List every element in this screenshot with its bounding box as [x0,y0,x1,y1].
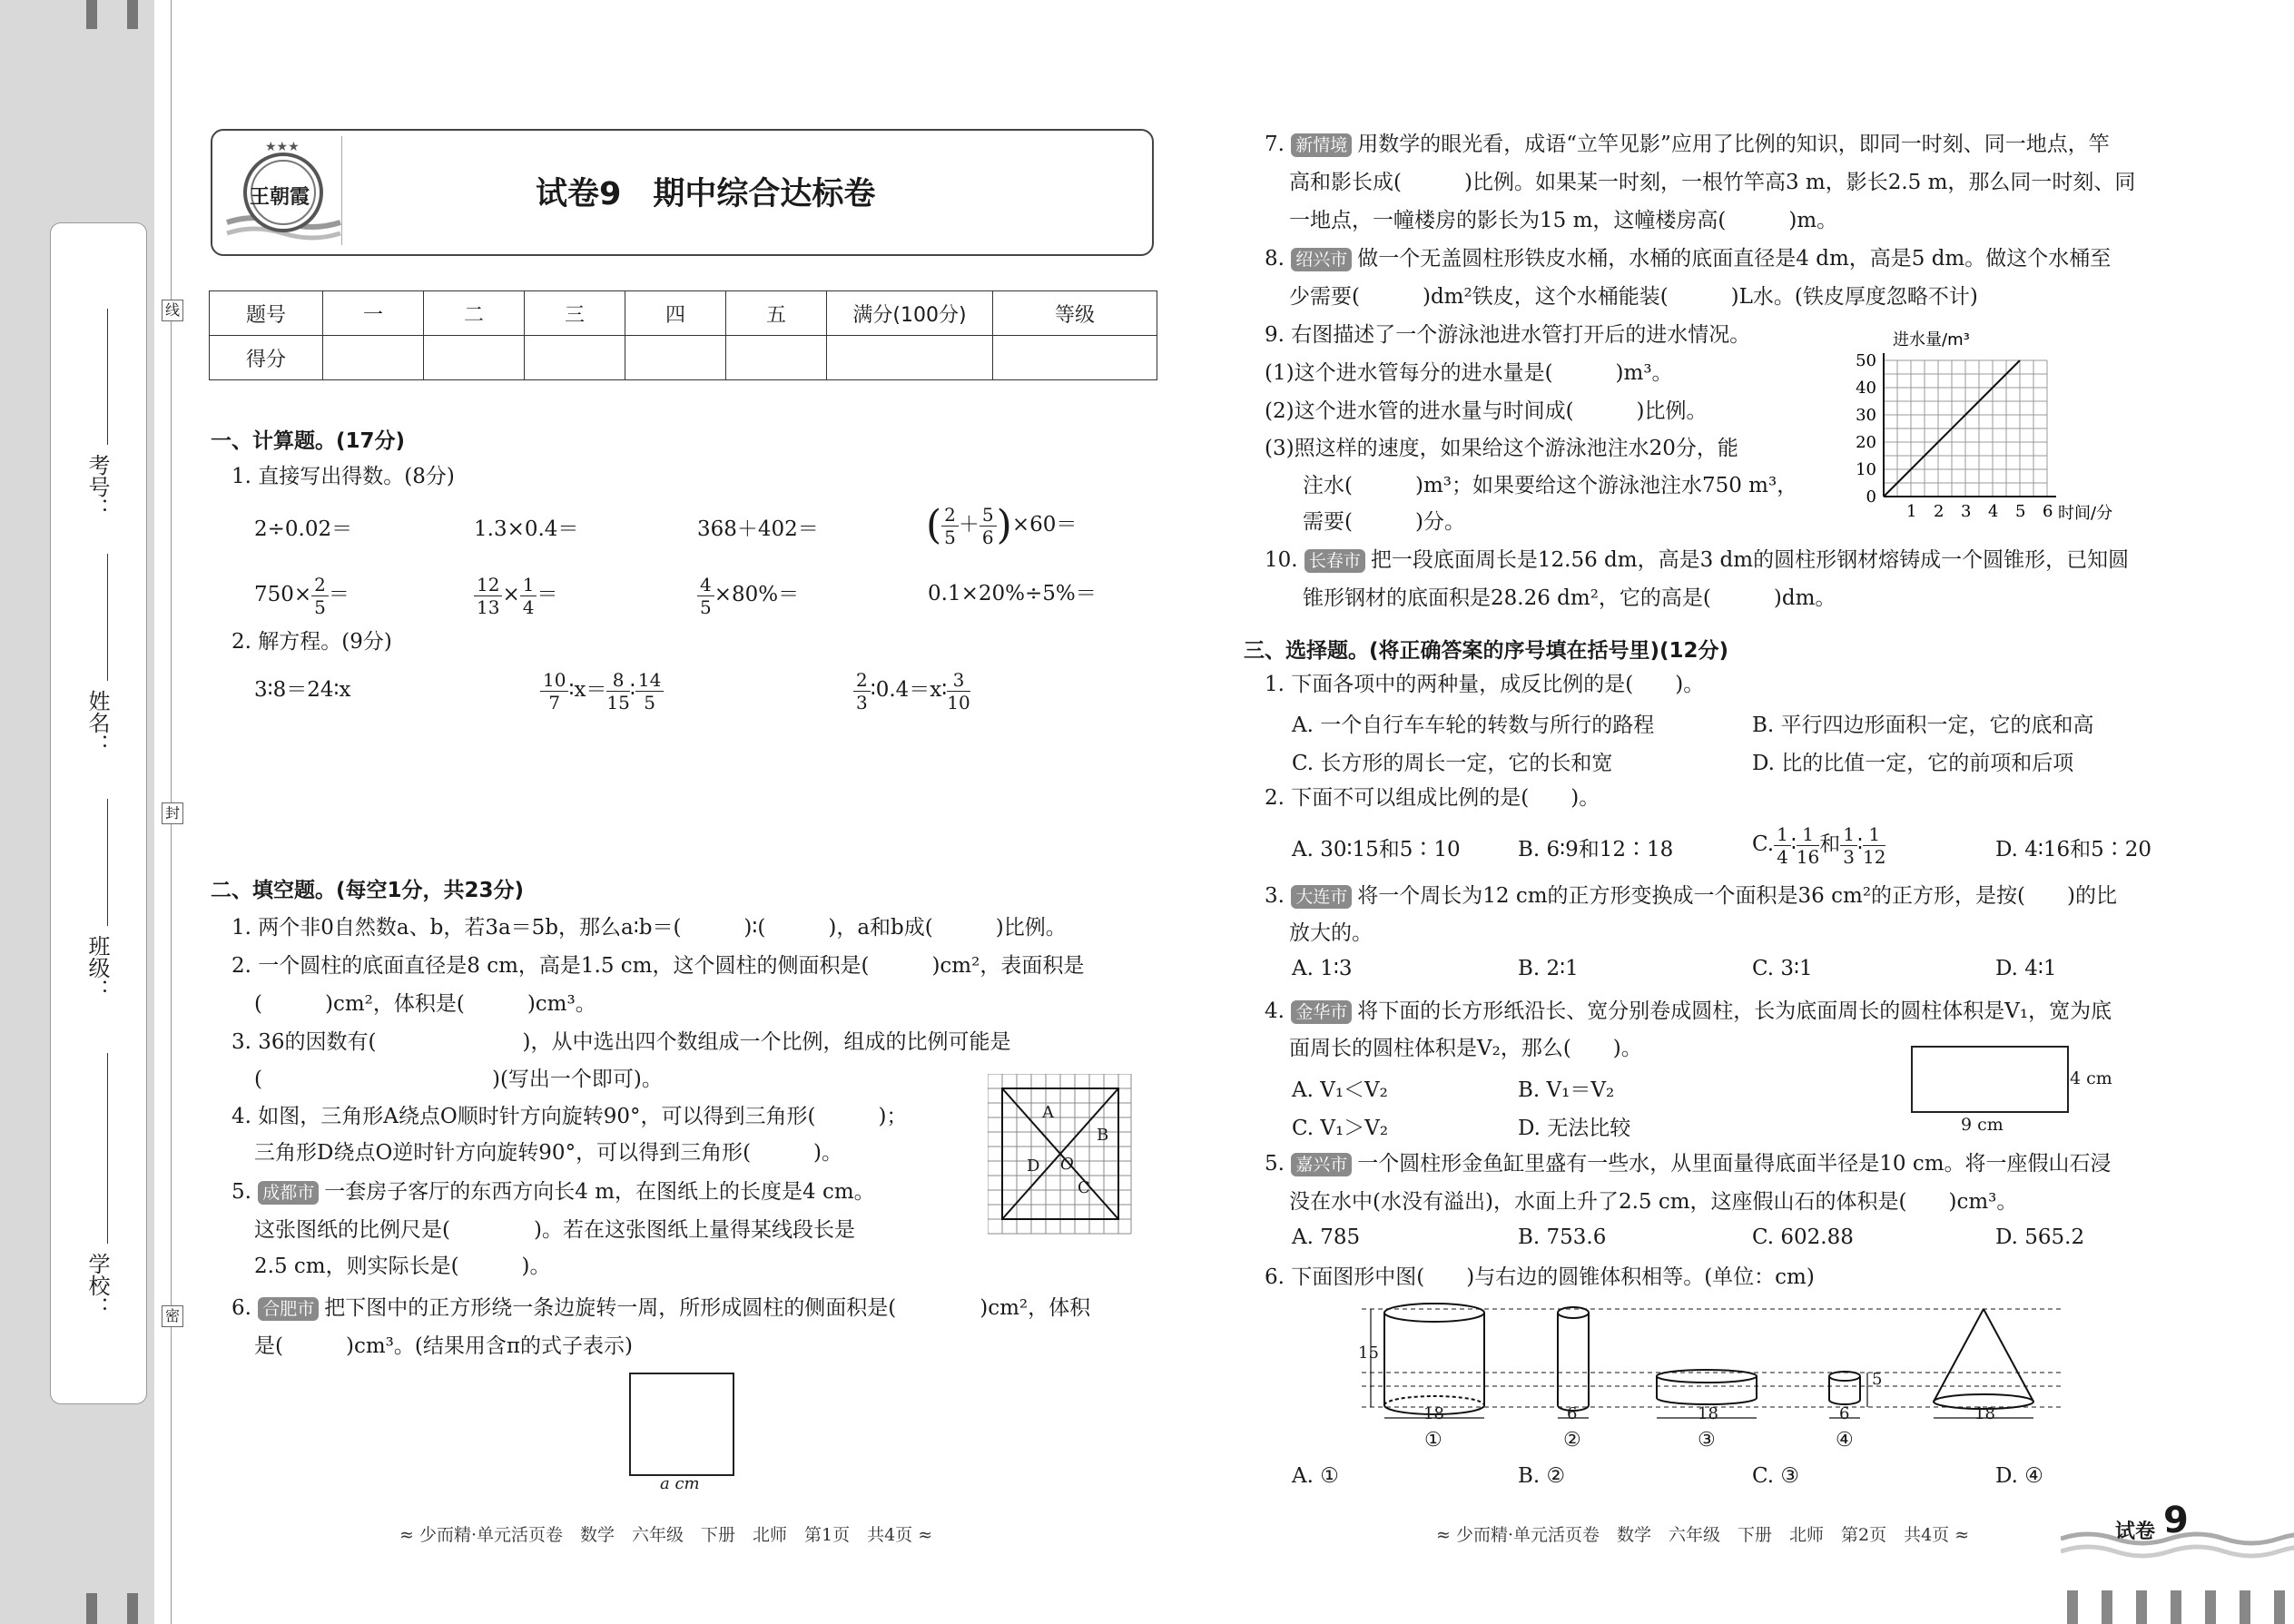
choice-option: C. 3∶1 [1752,957,1813,980]
choice-option: B. 平行四边形面积一定，它的底和高 [1752,714,2094,737]
dim-label: 18 [1974,1404,1995,1423]
dim-label: 6 [1839,1404,1850,1423]
r-q4: 4. 金华市 将下面的长方形纸沿长、宽分别卷成圆柱，长为底面周长的圆柱体积是V₁，宽为底 [1265,999,2112,1023]
score-cell[interactable] [726,336,827,380]
binding-bar [86,1593,97,1624]
binding-panel [50,222,147,1404]
chart-y-tick: 50 [1856,351,1876,370]
section-2-title: 二、填空题。(每空1分，共23分) [211,879,525,902]
s1-calc: 750× $\frac{2}{5}$ ＝ [254,573,350,618]
score-header: 二 [424,291,525,336]
r-line: 面周长的圆柱体积是V₂，那么( )。 [1289,1037,1642,1060]
chart-x-tick: 1 [1906,502,1917,521]
chart-y-tick: 10 [1856,460,1876,479]
dim-label: 5 [1872,1370,1883,1389]
logo-text: 王朝霞 [250,185,310,209]
r-line: (2)这个进水管的进水量与时间成( )比例。 [1265,399,1708,423]
section-1-title: 一、计算题。(17分) [211,429,406,453]
region-tag: 金华市 [1291,1000,1352,1024]
exam-no-line [107,309,108,445]
region-tag: 新情境 [1291,133,1352,157]
region-tag: 成都市 [258,1181,319,1205]
rect-width-label: 9 cm [1961,1115,2004,1135]
page-title: 试卷9 期中综合达标卷 [536,176,876,212]
dim-label: 6 [1567,1404,1578,1423]
choice-option: D. 4∶16和5∶20 [1995,838,2152,861]
r-line: 没在水中(水没有溢出)，水面上升了2.5 cm，这座假山石的体积是( )cm³。 [1289,1190,2018,1214]
s2-line: 三角形D绕点O逆时针方向旋转90°，可以得到三角形( )。 [254,1141,843,1165]
score-header: 三 [525,291,625,336]
chart-x-tick: 4 [1988,502,1999,521]
score-table [209,290,1157,380]
r-q8: 8. 绍兴市 做一个无盖圆柱形铁皮水桶，水桶的底面直径是4 dm，高是5 dm。做这个水桶至 [1265,247,2112,271]
chart-y-tick: 20 [1856,433,1876,452]
region-tag: 绍兴市 [1291,248,1352,271]
choice-option: A. 30∶15和5∶10 [1292,838,1461,861]
name-label: 姓名： [84,690,110,755]
r-q5: 5. 嘉兴市 一个圆柱形金鱼缸里盛有一些水，从里面量得底面半径是10 cm。将一座假山石浸 [1265,1152,2112,1176]
choice-option: B. 6∶9和12∶18 [1518,838,1674,861]
binding-bar [127,1593,138,1624]
score-cell[interactable] [827,336,993,380]
s1-equation: $\frac{10}{7}$ ∶x＝ $\frac{8}{15}$ ∶ $\frac{14}{5}$ [540,663,664,717]
choice-option: C. 602.88 [1752,1225,1854,1249]
score-header: 四 [625,291,726,336]
choice-option: D. ④ [1995,1464,2043,1488]
region-tag: 合肥市 [258,1297,319,1321]
r-line: 注水( )m³；如果要给这个游泳池注水750 m³， [1303,474,1798,497]
choice-option: D. 无法比较 [1518,1117,1631,1140]
s1-q1: 1. 直接写出得数。(8分) [231,465,455,488]
r-line: 少需要( )dm²铁皮，这个水桶能装( )L水。(铁皮厚度忽略不计) [1289,285,1978,309]
s2-line: 是( )cm³。(结果用含π的式子表示) [254,1334,633,1358]
r-line: 锥形钢材的底面积是28.26 dm²，它的高是( )dm。 [1303,586,1836,610]
chart-x-tick: 3 [1961,502,1972,521]
seal-mark: 密 [162,1305,183,1327]
corner-bars [2067,1590,2294,1624]
fraction: $\frac{5}{6}$ [980,504,997,548]
s2-line: 2.5 cm，则实际长是( )。 [254,1255,551,1278]
r-line: 需要( )分。 [1303,510,1465,534]
chart-x-tick: 5 [2015,502,2026,521]
s1-calc: $\frac{4}{5}$ ×80%＝ [697,567,799,622]
chart-y-tick: 30 [1856,406,1876,425]
score-cell[interactable] [424,336,525,380]
class-line [107,799,108,926]
fraction: $\frac{1}{4}$ [520,574,537,618]
exam-no-label: 考号： [84,454,110,519]
paren: ) [996,502,1012,548]
figure-number: ④ [1836,1429,1854,1452]
square-figure [629,1373,734,1476]
chart-y-tick: 40 [1856,379,1876,398]
fraction: $\frac{8}{15}$ [606,668,630,714]
grid-label: B [1097,1126,1109,1145]
s1-calc: 0.1×20%÷5%＝ [928,582,1097,605]
chart-x-tick: 2 [1934,502,1944,521]
grid-label: O [1060,1155,1074,1174]
school-label: 学校： [84,1253,110,1318]
choice-option: A. 1∶3 [1292,957,1353,980]
fraction: $\frac{10}{7}$ [540,669,568,714]
dim-label: 15 [1358,1343,1379,1363]
badge-number: 9 [2163,1500,2189,1541]
school-line [107,1053,108,1244]
choice-option: B. ② [1518,1464,1566,1488]
r-line: 高和影长成( )比例。如果某一时刻，一根竹竿高3 m，影长2.5 m，那么同一时刻、同 [1289,171,2136,194]
choice-option: A. V₁＜V₂ [1292,1078,1388,1102]
choice-option: C. $\frac{1}{4}$ ∶ $\frac{1}{16}$ 和 $\frac{1}{3}$ ∶ $\frac{1}{12}$ [1752,822,1886,868]
s1-calc: 1.3×0.4＝ [474,517,579,541]
r-q10: 10. 长春市 把一段底面周长是12.56 dm，高是3 dm的圆柱形钢材熔铸成一个圆锥形，已知圆 [1265,548,2130,572]
chart-y-label: 进水量/m³ [1893,330,1970,349]
choice-option: C. ③ [1752,1464,1800,1488]
r-line: 9. 右图描述了一个游泳池进水管打开后的进水情况。 [1265,323,1751,347]
fraction: $\frac{3}{10}$ [947,668,970,714]
fraction: $\frac{1}{16}$ [1796,822,1820,868]
seal-mark: 封 [162,802,183,824]
score-header: 满分(100分) [827,291,993,336]
r-q3: 3. 大连市 将一个周长为12 cm的正方形变换成一个面积是36 cm²的正方形，是按( )的比 [1265,884,2117,908]
r-q7: 7. 新情境 用数学的眼光看，成语“立竿见影”应用了比例的知识，即同一时刻、同一地点，竿 [1265,133,2110,156]
region-tag: 长春市 [1305,549,1365,573]
paper-rectangle [1911,1046,2069,1113]
choice-option: A. 一个自行车车轮的转数与所行的路程 [1292,714,1655,737]
binding-bar [86,0,97,29]
seal-mark: 线 [162,300,183,321]
chart-x-tick: 6 [2043,502,2053,521]
footer-left: ≈ 少而精·单元活页卷 数学 六年级 下册 北师 第1页 共4页 ≈ [399,1525,933,1545]
fraction: $\frac{14}{5}$ [635,669,664,714]
score-header: 等级 [993,291,1157,336]
rect-height-label: 4 cm [2070,1068,2112,1088]
fraction: $\frac{2}{3}$ [853,669,871,714]
choice-option: C. V₁＞V₂ [1292,1117,1389,1140]
figure-number: ② [1563,1429,1581,1452]
s1-calc: 368＋402＝ [697,517,819,541]
r-line: 2. 下面不可以组成比例的是( )。 [1265,786,1600,810]
choice-option: B. 753.6 [1518,1225,1607,1249]
r-line: (1)这个进水管每分的进水量是( )m³。 [1265,361,1673,385]
score-header: 一 [323,291,424,336]
footer-right: ≈ 少而精·单元活页卷 数学 六年级 下册 北师 第2页 共4页 ≈ [1436,1525,1970,1545]
s1-equation: $\frac{2}{3}$ ∶0.4＝x∶ $\frac{3}{10}$ [853,663,970,717]
water-inflow-chart [1843,327,2151,536]
fraction: $\frac{1}{12}$ [1863,822,1886,868]
choice-option: A. ① [1292,1464,1339,1488]
fraction: $\frac{4}{5}$ [697,574,714,618]
figure-number: ① [1424,1429,1442,1452]
binding-bar [127,0,138,29]
choice-option: D. 565.2 [1995,1225,2085,1249]
r-line: 1. 下面各项中的两种量，成反比例的是( )。 [1265,673,1705,696]
fraction: $\frac{1}{3}$ [1840,823,1857,868]
s2-line: 6. 合肥市 把下图中的正方形绕一条边旋转一周，所形成圆柱的侧面积是( )cm²，体积 [231,1296,1091,1320]
r-line: 6. 下面图形中图( )与右边的圆锥体积相等。(单位：cm) [1265,1265,1815,1289]
figure-number: ③ [1698,1429,1716,1452]
chart-y-tick: 0 [1866,487,1876,507]
logo [222,136,345,245]
s2-line: 2. 一个圆柱的底面直径是8 cm，高是1.5 cm，这个圆柱的侧面积是( )cm²，表面积是 [231,954,1085,978]
section-3-title: 三、选择题。(将正确答案的序号填在括号里)(12分) [1244,639,1729,663]
s1-calc: $\frac{12}{13}$ × $\frac{1}{4}$ ＝ [474,567,557,622]
s2-line: 3. 36的因数有( )，从中选出四个数组成一个比例，组成的比例可能是 [231,1030,1011,1054]
r-line: 放大的。 [1289,921,1373,945]
fraction: $\frac{1}{4}$ [1774,823,1791,868]
s2-line: 1. 两个非0自然数a、b，若3a＝5b，那么a∶b＝( )∶( )，a和b成( )比例。 [231,916,1067,940]
s1-calc: 2÷0.02＝ [254,517,353,541]
r-line: 一地点，一幢楼房的影长为15 m，这幢楼房高( )m。 [1289,209,1838,232]
fraction: $\frac{12}{13}$ [474,574,502,618]
fraction: $\frac{2}{5}$ [311,574,329,618]
grid-label: C [1078,1178,1090,1197]
region-tag: 大连市 [1291,885,1352,909]
dim-label: 18 [1423,1404,1444,1423]
svg-text:★★★: ★★★ [265,140,300,154]
score-cell[interactable] [993,336,1157,380]
choice-option: C. 长方形的周长一定，它的长和宽 [1292,752,1613,775]
choice-option: B. 2∶1 [1518,957,1579,980]
s2-line: 5. 成都市 一套房子客厅的东西方向长4 m，在图纸上的长度是4 cm。 [231,1180,875,1204]
s2-line: ( )cm²，体积是( )cm³。 [254,992,596,1016]
r-line: (3)照这样的速度，如果给这个游泳池注水20分，能 [1265,437,1738,460]
choice-option: D. 比的比值一定，它的前项和后项 [1752,752,2074,775]
score-cell[interactable] [625,336,726,380]
paren: ( [926,502,942,548]
name-line [107,554,108,681]
score-header: 五 [726,291,827,336]
s1-calc: ( $\frac{2}{5}$ ＋ $\frac{5}{6}$ )×60＝ [926,502,1078,548]
chart-x-label: 时间/分 [2058,504,2113,523]
s2-line: 4. 如图，三角形A绕点O顺时针方向旋转90°，可以得到三角形( )； [231,1105,908,1128]
s2-line: 这张图纸的比例尺是( )。若在这张图纸上量得某线段长是 [254,1218,855,1242]
score-cell[interactable] [323,336,424,380]
square-label: a cm [660,1474,700,1493]
s2-line: ( )(写出一个即可)。 [254,1068,663,1091]
grid-label: D [1027,1156,1040,1176]
score-cell[interactable] [525,336,625,380]
dim-label: 18 [1698,1404,1718,1423]
choice-option: D. 4∶1 [1995,957,2057,980]
score-header: 题号 [210,291,323,336]
title-divider [341,136,342,245]
s1-equation: 3∶8＝24∶x [254,678,351,702]
grid-label: A [1042,1103,1054,1122]
s1-q2: 2. 解方程。(9分) [231,630,392,654]
score-row-label: 得分 [210,336,323,380]
fraction: $\frac{2}{5}$ [941,504,959,548]
choice-option: A. 785 [1292,1225,1361,1249]
class-label: 班级： [84,935,110,1000]
choice-option: B. V₁＝V₂ [1518,1078,1615,1102]
region-tag: 嘉兴市 [1291,1153,1352,1176]
badge-label: 试卷 [2115,1521,2156,1543]
